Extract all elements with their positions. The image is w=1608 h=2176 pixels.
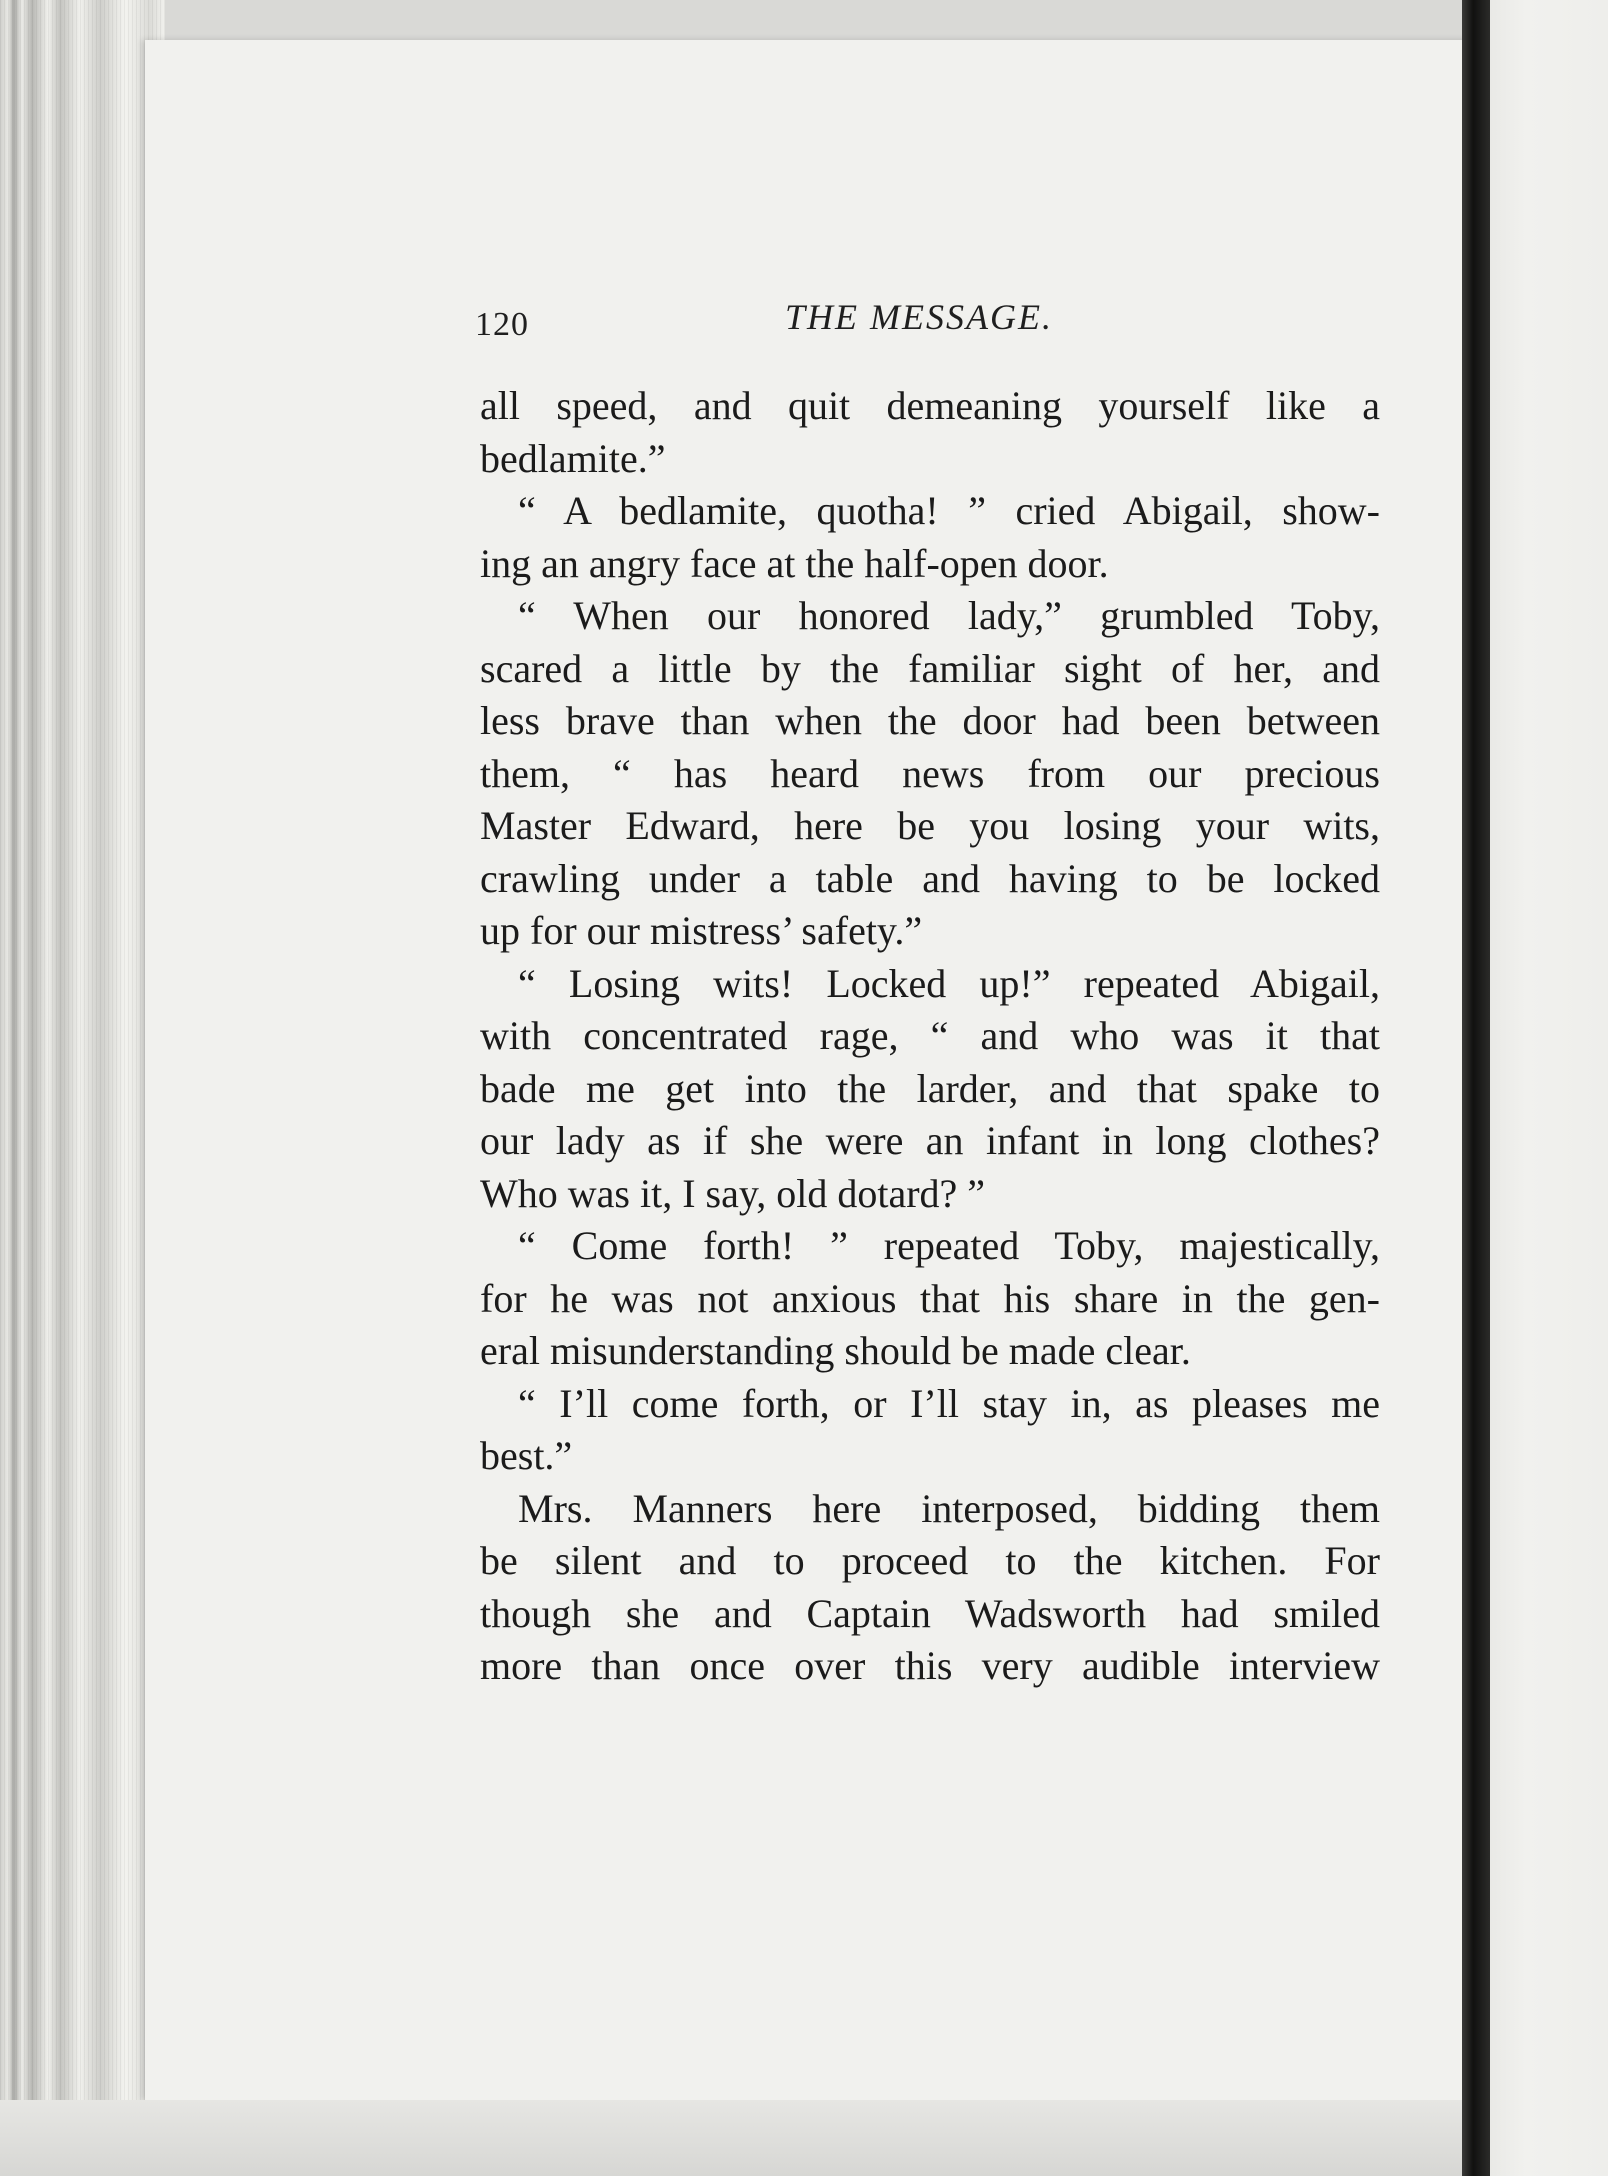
text-line: for he was not anxious that his share in the gen- — [480, 1275, 1380, 1321]
text-line: “ Losing wits! Locked up!” repeated Abigail, — [518, 960, 1380, 1006]
text-line: bade me get into the larder, and that spake to — [480, 1065, 1380, 1111]
text-line: less brave than when the door had been between — [480, 698, 1380, 743]
text-line: “ When our honored lady,” grumbled Toby, — [518, 593, 1380, 638]
text-line: crawling under a table and having to be locked — [480, 855, 1380, 901]
text-line: all speed, and quit demeaning yourself like a — [480, 383, 1380, 428]
text-line: more than once over this very audible interview — [480, 1643, 1380, 1688]
text-line: Who was it, I say, old dotard? ” — [480, 1170, 986, 1216]
text-line: best.” — [480, 1433, 573, 1478]
text-line: “ I’ll come forth, or I’ll stay in, as pleases me — [518, 1380, 1380, 1426]
text-line: Mrs. Manners here interposed, bidding them — [518, 1485, 1380, 1531]
text-line: bedlamite.” — [480, 435, 666, 481]
text-line: “ Come forth! ” repeated Toby, majestically, — [518, 1223, 1380, 1268]
text-line: our lady as if she were an infant in long clothes? — [480, 1118, 1380, 1163]
page-bottom-shade — [0, 2100, 1490, 2176]
page-number: 120 — [475, 306, 529, 343]
book-gutter — [1462, 0, 1490, 2176]
text-line: Master Edward, here be you losing your wits, — [480, 803, 1380, 848]
page-edges-left — [0, 0, 165, 2176]
text-line: scared a little by the familiar sight of her, and — [480, 645, 1380, 691]
body-text — [480, 380, 1380, 1693]
facing-page-edge — [1490, 0, 1608, 2176]
text-line: be silent and to proceed to the kitchen. For — [480, 1538, 1380, 1583]
text-line: with concentrated rage, “ and who was it that — [480, 1013, 1380, 1058]
text-line: eral misunderstanding should be made clear. — [480, 1328, 1191, 1373]
text-line: them, “ has heard news from our precious — [480, 750, 1380, 796]
text-line: up for our mistress’ safety.” — [480, 908, 923, 953]
text-line: “ A bedlamite, quotha! ” cried Abigail, show- — [518, 488, 1380, 533]
running-title: THE MESSAGE. — [785, 297, 1053, 337]
text-line: ing an angry face at the half-open door. — [480, 540, 1109, 586]
running-head — [475, 296, 1375, 356]
text-line: though she and Captain Wadsworth had smiled — [480, 1590, 1380, 1636]
